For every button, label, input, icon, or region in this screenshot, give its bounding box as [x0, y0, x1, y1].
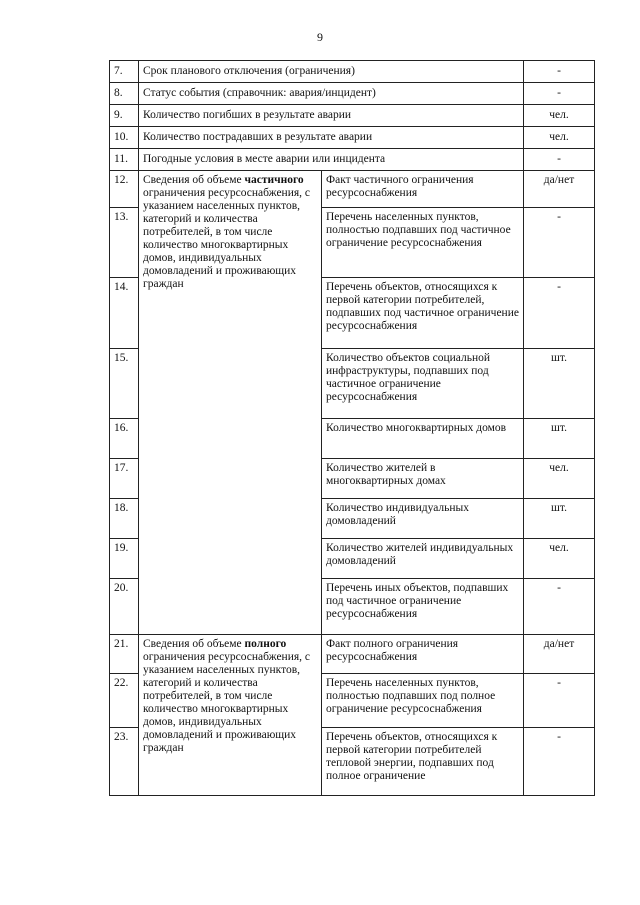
- row-description: Количество пострадавших в результате аварии: [139, 127, 524, 149]
- row-number: 21.: [110, 635, 139, 674]
- row-number: 23.: [110, 728, 139, 796]
- row-number: 12.: [110, 171, 139, 208]
- row-unit: чел.: [524, 105, 595, 127]
- row-unit: -: [524, 149, 595, 171]
- row-description: Срок планового отключения (ограничения): [139, 61, 524, 83]
- table-row: [110, 61, 595, 83]
- row-description: Количество объектов социальной инфраструктуры, подпавших под частичное ограничение ресурсоснабжения: [322, 349, 524, 419]
- row-unit: -: [524, 61, 595, 83]
- row-number: 16.: [110, 419, 139, 459]
- table-row: [110, 149, 595, 171]
- group-text-before: Сведения об объеме: [143, 638, 245, 650]
- row-description: Статус события (справочник: авария/инцидент): [139, 83, 524, 105]
- row-unit: чел.: [524, 539, 595, 579]
- row-unit: да/нет: [524, 171, 595, 208]
- table-row: [110, 127, 595, 149]
- row-description: Количество жителей индивидуальных домовладений: [322, 539, 524, 579]
- row-number: 15.: [110, 349, 139, 419]
- group-text-before: Сведения об объеме: [143, 174, 245, 186]
- table-row: [110, 105, 595, 127]
- group-text-bold: частичного: [244, 174, 304, 186]
- row-description: Погодные условия в месте аварии или инцидента: [139, 149, 524, 171]
- row-description: Факт частичного ограничения ресурсоснабжения: [322, 171, 524, 208]
- table-row: [110, 83, 595, 105]
- group-partial-label: [139, 171, 322, 635]
- row-unit: -: [524, 579, 595, 635]
- row-description: Количество жителей в многоквартирных домах: [322, 459, 524, 499]
- table-row: [110, 171, 595, 208]
- row-description: Перечень объектов, относящихся к первой категории потребителей тепловой энергии, подпавших под полное ограничение: [322, 728, 524, 796]
- row-unit: шт.: [524, 349, 595, 419]
- row-unit: да/нет: [524, 635, 595, 674]
- row-unit: шт.: [524, 499, 595, 539]
- row-number: 9.: [110, 105, 139, 127]
- row-unit: -: [524, 674, 595, 728]
- page-number: 9: [317, 30, 323, 44]
- row-unit: шт.: [524, 419, 595, 459]
- row-description: Факт полного ограничения ресурсоснабжения: [322, 635, 524, 674]
- row-description: Количество индивидуальных домовладений: [322, 499, 524, 539]
- data-table: [109, 60, 595, 796]
- row-number: 22.: [110, 674, 139, 728]
- row-description: Количество погибших в результате аварии: [139, 105, 524, 127]
- row-number: 11.: [110, 149, 139, 171]
- row-description: Перечень иных объектов, подпавших под частичное ограничение ресурсоснабжения: [322, 579, 524, 635]
- row-number: 13.: [110, 208, 139, 278]
- row-description: Количество многоквартирных домов: [322, 419, 524, 459]
- group-text-bold: полного: [244, 638, 287, 650]
- row-unit: чел.: [524, 127, 595, 149]
- row-number: 7.: [110, 61, 139, 83]
- row-unit: -: [524, 278, 595, 349]
- row-unit: -: [524, 728, 595, 796]
- row-number: 14.: [110, 278, 139, 349]
- table-row: [110, 635, 595, 674]
- row-number: 20.: [110, 579, 139, 635]
- group-full-label: [139, 635, 322, 796]
- row-description: Перечень населенных пунктов, полностью подпавших под частичное ограничение ресурсоснабжения: [322, 208, 524, 278]
- row-number: 17.: [110, 459, 139, 499]
- group-text-after: ограничения ресурсоснабжения, с указанием населенных пунктов, категорий и количества потребителей, в том числе количество многоквартирных домов, индивидуальных домовладений и проживающих граждан: [143, 651, 311, 754]
- row-number: 18.: [110, 499, 139, 539]
- row-unit: -: [524, 83, 595, 105]
- row-unit: -: [524, 208, 595, 278]
- group-text-after: ограничения ресурсоснабжения, с указанием населенных пунктов, категорий и количества потребителей, в том числе количество многоквартирных домов, индивидуальных домовладений и проживающих граждан: [143, 187, 311, 290]
- row-unit: чел.: [524, 459, 595, 499]
- row-description: Перечень населенных пунктов, полностью подпавших под полное ограничение ресурсоснабжения: [322, 674, 524, 728]
- row-description: Перечень объектов, относящихся к первой категории потребителей, подпавших под частичное ограничение ресурсоснабжения: [322, 278, 524, 349]
- row-number: 19.: [110, 539, 139, 579]
- row-number: 8.: [110, 83, 139, 105]
- row-number: 10.: [110, 127, 139, 149]
